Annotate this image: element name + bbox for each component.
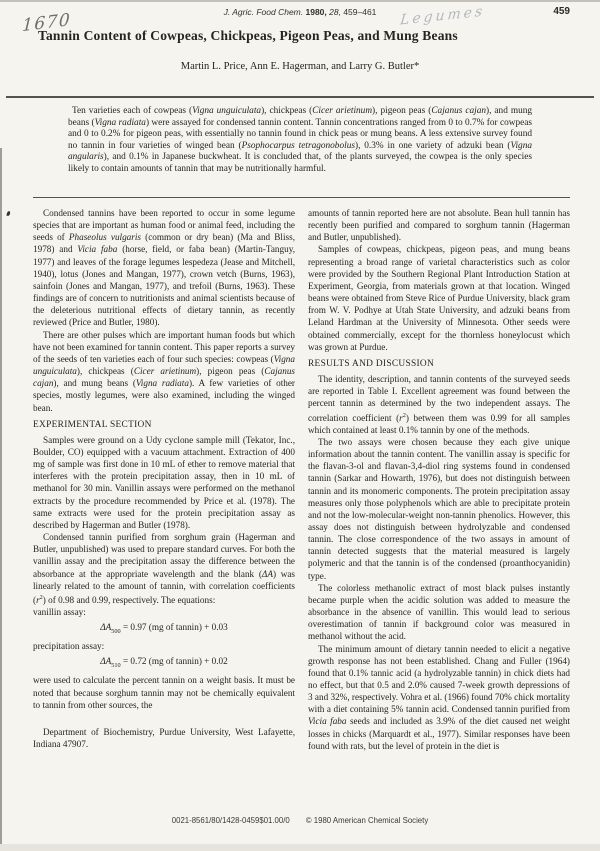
text-segment: J. Agric. Food Chem.: [223, 7, 306, 17]
paragraph: [308, 207, 570, 243]
text-segment: ) of 0.98 and 0.99, respectively. The equations:: [42, 594, 216, 605]
right-column: [308, 207, 570, 752]
text-segment: ), and 0.1% in Japanese buckwheat. It is concluded that, of the plants surveyed, the cowpea is the only species likely to contain amounts of tannin that may be nutritionally harmful.: [68, 152, 532, 174]
text-segment: Samples of cowpeas, chickpeas, pigeon peas, and mung beans representing a broad range of varietal characteristics such as color were provided by the Southern Regional Plant Introduction Station at Experiment, Georgia, from materials grown at that location. Winged beans were obtained from Steve Rice of Purdue University, black gram from W. V. Podhye at Utah State University, and adzuki beans from Leland Hardman at the University of Minnesota. Other seeds were obtained commercially, except for the thornless honeylocust which was grown at Purdue.: [308, 244, 570, 352]
text-segment: were used to calculate the percent tannin on a weight basis. It must be noted that because sorghum tannin may not be chemically equivalent to tannin from other sources, the: [33, 675, 295, 710]
text-segment: 500: [111, 627, 121, 635]
text-segment: ΔA: [261, 568, 273, 579]
text-segment: ), pigeon peas (: [372, 106, 432, 116]
text-segment: Cajanus cajan: [431, 106, 487, 116]
text-segment: ΔA: [100, 621, 112, 632]
text-segment: Vigna radiata: [135, 378, 189, 389]
text-segment: Phaseolus vulgaris: [68, 232, 141, 243]
text-segment: The minimum amount of dietary tannin needed to elicit a negative growth response has not been established. Chang and Fuller (1964) found that 0.1% tannic acid (a hydrolyzable tannin) in chick diets had no effect, but that 0.5 and 2.0% caused 7-week growth depressions of 3 and 32%, respectively. Vohra et al. (1966) found 70% chick mortality with a diet containing 5% tannin acid. Condensed tannin purified from: [308, 643, 570, 715]
text-segment: 510: [111, 661, 121, 669]
page-number: 459: [553, 6, 570, 17]
text-segment: ), chickpeas (: [261, 106, 313, 116]
rule-under-abstract: [33, 197, 570, 198]
handwritten-number: 1670: [21, 9, 72, 37]
text-segment: r: [36, 594, 40, 605]
text-segment: 1980,: [305, 7, 330, 17]
authors-line: Martin L. Price, Ann E. Hagerman, and Larry G. Butler*: [180, 61, 420, 72]
text-segment: (horse, field, or faba bean) (Martin-Tanguy, 1977) and leaves of the forage legumes lespedeza (Jease and Mitchell, 1940), lotus (Jones and Mangan, 1977), crown vetch (Burns, 1963), sainfoin (Jones and Mangan, 1977), and trefoil (Burns, 1963). These findings are of concern to nutritionists and animal scientists because of the deleterious nutritional effects of dietary tannin, as recently reviewed (Price and Butler, 1980).: [33, 244, 295, 328]
text-segment: Samples were ground on a Udy cyclone sample mill (Tekator, Inc., Boulder, CO) equipped with a vacuum attachment. Extraction of 400 mg of sample was first done in 10 mL of ether to remove material that interferes with the protein precipitation assay, then in 10 mL of methanol for 30 min. Vanillin assays were performed on the methanol extracts by the procedure recommended by Price et al. (1978). The same extracts were used for the protein precipitation assay as described by Hagerman and Butler (1978).: [33, 434, 295, 530]
paragraph: [33, 207, 295, 329]
text-segment: Condensed tannin purified from sorghum grain (Hagerman and Butler, unpublished) was used to prepare standard curves. For both the vanillin assay and the precipitation assay the difference between the absorbance at the appropriate wavelength and the blank (: [33, 532, 295, 579]
footer-line: [0, 816, 600, 825]
text-segment: Department of Biochemistry, Purdue University, West Lafayette, Indiana 47907.: [33, 726, 295, 749]
text-segment: Ten varieties each of cowpeas (: [72, 106, 193, 116]
equation: [33, 655, 295, 672]
text-segment: ) were assayed for condensed tannin content. Tannin concentrations ranged from 0 to 0.7% for cowpeas and 0 to 0.2% for pigeon peas, with essentially no tannin found in chick peas or mung beans. A less extensive survey found no tannin in four varieties of winged bean (: [68, 117, 532, 151]
text-segment: There are other pulses which are important human foods but which have not been examined for tannin content. This paper reports a survey of the seeds of ten varieties each of four such species: cowpeas (: [33, 329, 295, 364]
text-segment: 459–461: [343, 7, 377, 17]
text-segment: Vicia faba: [308, 716, 347, 727]
equation: [33, 621, 295, 638]
section-heading: RESULTS AND DISCUSSION: [308, 358, 435, 369]
text-segment: The colorless methanolic extract of most black pulses instantly became purple when the acidic solution was added to measure the absorbance in the absence of vanillin. This would lead to serious overestimation of tannin if background color was measured in methanol without the acid.: [308, 582, 570, 642]
rule-under-authors: [6, 96, 594, 98]
text-segment: Vigna angularis: [68, 140, 532, 163]
body-columns: [33, 207, 570, 752]
text-segment: ΔA: [100, 655, 112, 666]
issn-code: 0021-8561/80/1428-0459$01.00/0: [171, 816, 290, 825]
journal-citation: [0, 7, 600, 17]
abstract: [68, 106, 532, 175]
equation-label: vanillin assay:: [33, 607, 86, 618]
text-segment: ) between them was 0.99 for all samples which contained at least 0.1% tannin by one of the methods.: [308, 412, 570, 435]
text-segment: 2: [402, 411, 406, 419]
text-segment: seeds and included as 3.9% of the diet caused net weight losses in chicks (Marquardt et al., 1977). Similar responses have been found with rats, but the level of protein in the diet is: [308, 716, 570, 751]
paragraph: [33, 434, 295, 531]
text-segment: ), pigeon peas (: [196, 366, 265, 377]
text-segment: = 0.72 (mg of tannin) + 0.02: [120, 655, 228, 666]
text-segment: Cajanus cajan: [33, 366, 296, 389]
section-heading: EXPERIMENTAL SECTION: [33, 419, 152, 430]
paragraph: [308, 436, 570, 582]
paragraph: [33, 329, 295, 414]
text-segment: 28,: [329, 7, 344, 17]
text-segment: The identity, description, and tannin contents of the surveyed seeds are reported in Table I. Excellent agreement was found between the percent tannin as determined by the two independent assays. The correlation coefficient (: [308, 374, 570, 423]
text-segment: 2: [39, 593, 43, 601]
handwritten-annotation: Legumes: [399, 3, 486, 29]
text-segment: ), and mung beans (: [53, 378, 136, 389]
text-segment: ). A few varieties of other species, mostly legumes, were also examined, including the winged bean.: [33, 378, 295, 413]
paragraph: [308, 243, 570, 352]
text-segment: Vigna radiata: [94, 117, 146, 128]
equation-label: precipitation assay:: [33, 641, 105, 652]
copyright-notice: © 1980 American Chemical Society: [305, 816, 429, 825]
scan-edge-bottom: [0, 844, 600, 851]
text-segment: Vigna unguiculata: [33, 353, 295, 377]
text-segment: Vicia faba: [77, 244, 118, 255]
text-segment: The two assays were chosen because they each give unique information about the tannin content. The vanillin assay is specific for the flavan-3-ol and flavan-3,4-diol ring systems found in condensed tannin (Sarkar and Howarth, 1976), but does not distinguish between tannin and its monomeric components. The protein precipitation assay measures only those polyphenols which are able to precipitate protein and not the low-molecular-weight non-tannin phenolics. However, this assay does not distinguish between hydrolyzable and condensed tannin. The close correspondence of the two assays in amount of tannin detected suggests that the material measured is largely polymeric and that the tannin is of the condensed (proanthocyanidin) type.: [308, 436, 570, 581]
scan-edge-top: [0, 0, 600, 2]
text-segment: ), and mung beans (: [68, 106, 533, 128]
paragraph: [308, 373, 570, 436]
paragraph: [33, 674, 295, 710]
text-segment: ), chickpeas (: [76, 366, 134, 377]
text-segment: ) was linearly related to the amount of tannin, with correlation coefficients (: [33, 568, 295, 605]
left-column: [33, 207, 295, 752]
text-segment: Cicer arietinum: [312, 106, 373, 116]
text-segment: (common or dry bean) (Ma and Bliss, 1978) and: [33, 232, 295, 255]
margin-mark: [6, 211, 10, 217]
paragraph: [308, 582, 570, 643]
text-segment: r: [399, 412, 403, 423]
text-segment: Psophocarpus tetragonobolus: [241, 140, 355, 151]
paragraph: [308, 643, 570, 752]
paragraph: [33, 531, 295, 606]
text-segment: Cicer arietinum: [133, 366, 197, 377]
text-segment: amounts of tannin reported here are not absolute. Bean hull tannin has recently been purified and compared to sorghum tannin (Hagerman and Butler, unpublished).: [308, 208, 570, 243]
author-footnote: [33, 726, 295, 750]
text-segment: Condensed tannins have been reported to occur in some legume species that are important as human food or animal feed, including the seeds of: [33, 208, 295, 243]
text-segment: ), 0.3% in one variety of adzuki bean (: [354, 140, 511, 151]
scan-edge-left: [0, 148, 2, 851]
text-segment: Vigna unguiculata: [192, 106, 262, 116]
article-title: Tannin Content of Cowpeas, Chickpeas, Pigeon Peas, and Mung Beans: [38, 28, 458, 43]
text-segment: = 0.97 (mg of tannin) + 0.03: [120, 621, 228, 632]
